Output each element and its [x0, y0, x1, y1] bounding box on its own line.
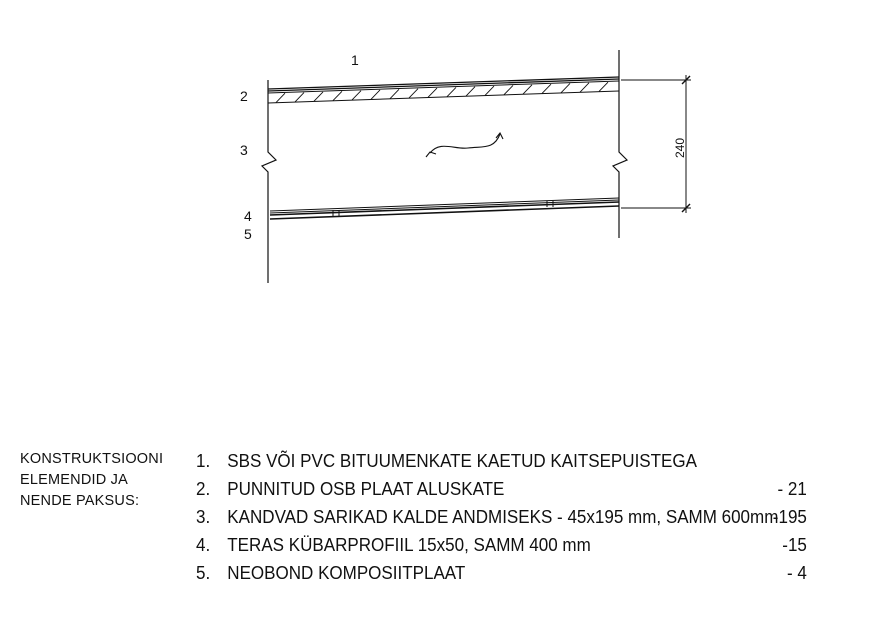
osb-hatch-stroke: [371, 90, 380, 99]
osb-hatch-stroke: [599, 82, 608, 91]
legend-item-number: 3.: [196, 506, 211, 527]
osb-hatch-stroke: [428, 88, 437, 97]
osb-hatch-stroke: [523, 85, 532, 94]
legend-item-thickness: -15: [782, 534, 807, 555]
legend-item-text: TERAS KÜBARPROFIIL 15x50, SAMM 400 mm: [227, 534, 591, 555]
osb-hatch-stroke: [276, 93, 285, 102]
osb-hatch-stroke: [504, 85, 513, 94]
osb-hatch-stroke: [561, 83, 570, 92]
callout-3: 3: [240, 142, 248, 158]
legend-item-text: NEOBOND KOMPOSIITPLAAT: [227, 562, 466, 583]
osb-hatch-stroke: [580, 83, 589, 92]
callout-1: 1: [351, 52, 359, 68]
osb-hatch-stroke: [466, 87, 475, 96]
legend-item-number: 5.: [196, 562, 211, 583]
rafter-zone-symbol: [426, 133, 503, 157]
legend-item: [196, 561, 812, 589]
membrane-layer: [268, 77, 619, 91]
legend-item-number: 1.: [196, 450, 211, 471]
legend-item-number: 4.: [196, 534, 211, 555]
right-break-line: [613, 50, 627, 238]
legend-item-thickness: - 21: [777, 478, 807, 499]
legend-item: [196, 533, 812, 561]
osb-hatch-stroke: [295, 93, 304, 102]
legend-item-thickness: - 4: [787, 562, 807, 583]
osb-hatch-stroke: [485, 86, 494, 95]
dimension-label: 240: [673, 137, 687, 158]
callout-4: 4: [244, 208, 252, 224]
legend-title-line: ELEMENDID JA: [20, 472, 128, 488]
legend-item: [196, 505, 812, 533]
wavy-arrow-icon: [430, 134, 500, 153]
legend-title-line: KONSTRUKTSIOONI: [20, 451, 164, 467]
legend-item: [196, 477, 812, 505]
legend-list: [196, 449, 866, 589]
legend-item-text: SBS VÕI PVC BITUUMENKATE KAETUD KAITSEPUISTEGA: [227, 450, 698, 471]
callout-5: 5: [244, 226, 252, 242]
legend-item-number: 2.: [196, 478, 211, 499]
legend-item: [196, 449, 812, 477]
osb-hatch-stroke: [314, 92, 323, 101]
osb-hatch-stroke: [542, 84, 551, 93]
legend-item-thickness: -195: [772, 506, 807, 527]
osb-hatch-stroke: [390, 89, 399, 98]
legend-item-text: KANDVAD SARIKAD KALDE ANDMISEKS - 45x195 mm, SAMM 600mm: [227, 506, 779, 527]
osb-hatch-stroke: [333, 91, 342, 100]
osb-hatch-stroke: [409, 89, 418, 98]
osb-hatch-stroke: [447, 87, 456, 96]
legend-item-text: PUNNITUD OSB PLAAT ALUSKATE: [227, 478, 505, 499]
osb-hatch-stroke: [352, 91, 361, 100]
callout-2: 2: [240, 88, 248, 104]
left-break-line: [262, 80, 276, 283]
hat-profile-layer: [270, 198, 619, 219]
osb-layer: [268, 81, 619, 103]
legend-title: [20, 449, 180, 512]
legend-title-line: NENDE PAKSUS:: [20, 493, 140, 509]
